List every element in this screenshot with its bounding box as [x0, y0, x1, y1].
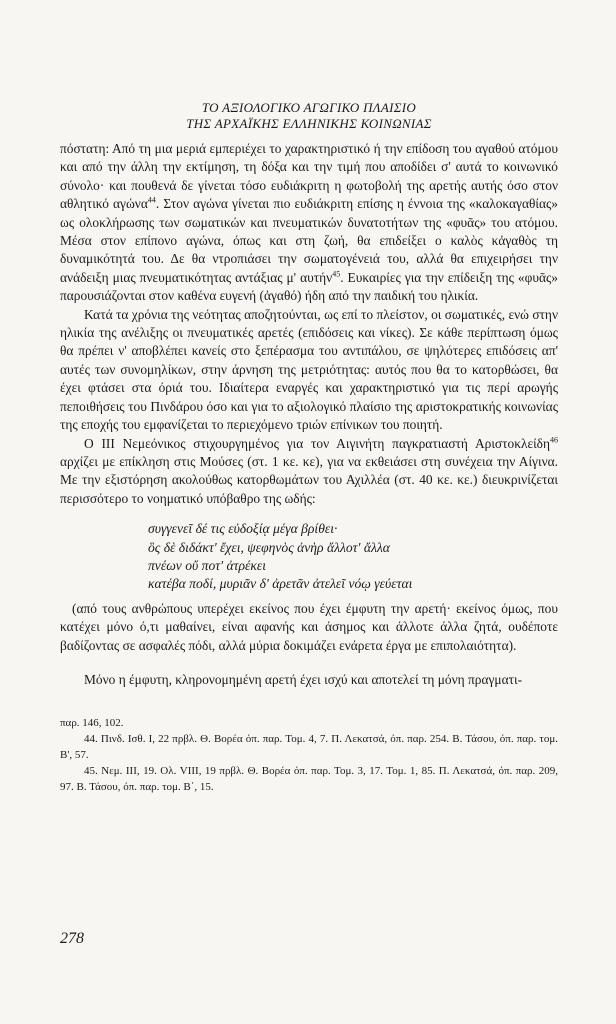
footnote-ref-45: 45	[332, 269, 341, 279]
paragraph-3-part-a: Ο ΙΙΙ Νεμεόνικος στιχουργημένος για τον Αιγινήτη παγκρατιαστή Αριστοκλείδη	[84, 435, 550, 451]
footnote-ref-46: 46	[550, 435, 558, 445]
footnote-ref-44: 44	[147, 195, 156, 205]
verse-line: συγγενεῖ δέ τις εὐδοξίᾳ μέγα βρίθει·	[148, 521, 338, 537]
paragraph-1-part-a: πόστατη: Από τη μια μεριά εμπεριέχει το χαρακτηριστικό ή την επίδοση του αγαθού ατόμου και από την άλλη την εκτίμηση, τη δόξα και την τιμή που αποδίδει σ' αυτά το κοινωνικό σύνολο· και πουθενά δε γίνεται τόσο ευδιάκριτη η φωτοβολή της αρετής αυτής όσο στον αθλητικό αγώνα	[60, 141, 558, 212]
footnotes	[60, 715, 558, 795]
verse-line: πνέων οὔ ποτ' ἀτρέκει	[148, 557, 266, 573]
verse-line: κατέβα ποδί, μυριᾶν δ' ἀρετᾶν ἀτελεῖ νόῳ γεύεται	[148, 576, 413, 592]
verse-quote	[148, 520, 558, 594]
page-content	[60, 100, 558, 795]
footnote-44: 44. Πινδ. Ισθ. Ι, 22 πρβλ. Θ. Βορέα όπ. παρ. Τομ. 4, 7. Π. Λεκατσά, όπ. παρ. 254. Β. Τάσου, όπ. παρ. τομ. Β', 57.	[60, 733, 558, 762]
footnote-45: 45. Νεμ. ΙΙΙ, 19. Ολ. VIII, 19 πρβλ. Θ. Βορέα όπ. παρ. Τομ. 3, 17. Τομ. 1, 85. Π. Λεκατσά, όπ. παρ. 209, 97. Β. Τάσου, όπ. παρ. τομ. Β΄, 15.	[60, 765, 558, 794]
header-line-2: ΤΗΣ ΑΡΧΑΪΚΗΣ ΕΛΛΗΝΙΚΗΣ ΚΟΙΝΩΝΙΑΣ	[186, 116, 432, 131]
paragraph-3	[60, 435, 558, 509]
paragraph-1-part-b: . Στον αγώνα γίνεται πιο ευδιάκριτη επίσης η έννοια της «καλοκαγαθίας» ως ολοκλήρωσης των σωματικών και πνευματικών δυνατοτήτων της «φυᾶς» του ατόμου. Μέσα στον επίπονο αγώνα, όπως και στη ζωή, θα επιδείξει ο καλὸς κἀγαθὸς τη δυναμικότητά του. Δε θα ντροπιάσει την σωματογένειά του, αλλά θα επιχειρήσει την ανάδειξη μιας πνευματικότητας αντάξιας μ' αυτήν	[60, 196, 559, 285]
paragraph-1	[60, 140, 558, 306]
verse-line: ὃς δὲ διδάκτ' ἔχει, ψεφηνὸς ἀνὴρ ἄλλοτ' ἄλλα	[148, 539, 390, 555]
paragraph-2: Κατά τα χρόνια της νεότητας αποζητούνται, ως επί το πλείστον, οι σωματικές, ενώ στην ηλικία της ανέλιξης οι πνευματικές αρετές (επιδόσεις και νίκες). Σε κάθε περίπτωση όμως θα πρέπει ν' αποβλέπει κανείς στο ξεπέρασμα του αντιπάλου, σε ψηλότερες επιδόσεις απ' αυτές των συνομηλίκων, στην άρνηση της μετριότητας: αυτός που θα το κατορθώσει, θα έχει φτάσει στα όριά του. Ιδιαίτερα εναργές και χαρακτηριστικό για τις περί αρωγής πεποιθήσεις του Πινδάρου όσο και για το αξιολογικό πλαίσιο της αριστοκρατικής κοινωνίας της εποχής του εμφανίζεται το περιεχόμενο τριών επίνικων του ποιητή.	[60, 306, 558, 433]
paragraph-1-part-c: . Ευκαιρίες για την επίδειξη της «φυᾶς» παρουσιάζονται στον καθένα ευγενή (ἀγαθό) ήδη από την παιδική του ηλικία.	[60, 269, 558, 304]
paragraph-3-part-b: αρχίζει με επίκληση στις Μούσες (στ. 1 κε. κε), για να εκθειάσει στη συνέχεια την Αίγινα. Με την εξιστόρηση ακολούθως κατορθωμάτων του Αχιλλέα (στ. 40 κε. κε.) διευκρινίζεται περισσότερο το νοηματικό υπόβαθρο της ωδής:	[60, 453, 558, 506]
running-header	[60, 100, 558, 132]
paragraph-4: Μόνο η έμφυτη, κληρονομημένη αρετή έχει ισχύ και αποτελεί τη μόνη πραγματι-	[84, 671, 523, 687]
footnote-continuation: παρ. 146, 102.	[60, 717, 124, 730]
header-line-1: ΤΟ ΑΞΙΟΛΟΓΙΚΟ ΑΓΩΓΙΚΟ ΠΛΑΙΣΙΟ	[201, 100, 417, 115]
page-number: 278	[60, 930, 84, 947]
verse-translation: (από τους ανθρώπους υπερέχει εκείνος που έχει έμφυτη την αρετή· εκείνος όμως, που κατέχει μόνο ό,τι μαθαίνει, είναι αφανής και άσημος και άλλοτε άλλα ζητά, ουδέποτε βαδίζοντας σε ασφαλές πόδι, αλλά μύρια δοκιμάζει ενάρετα έργα με επιπολαιότητα).	[60, 600, 558, 653]
